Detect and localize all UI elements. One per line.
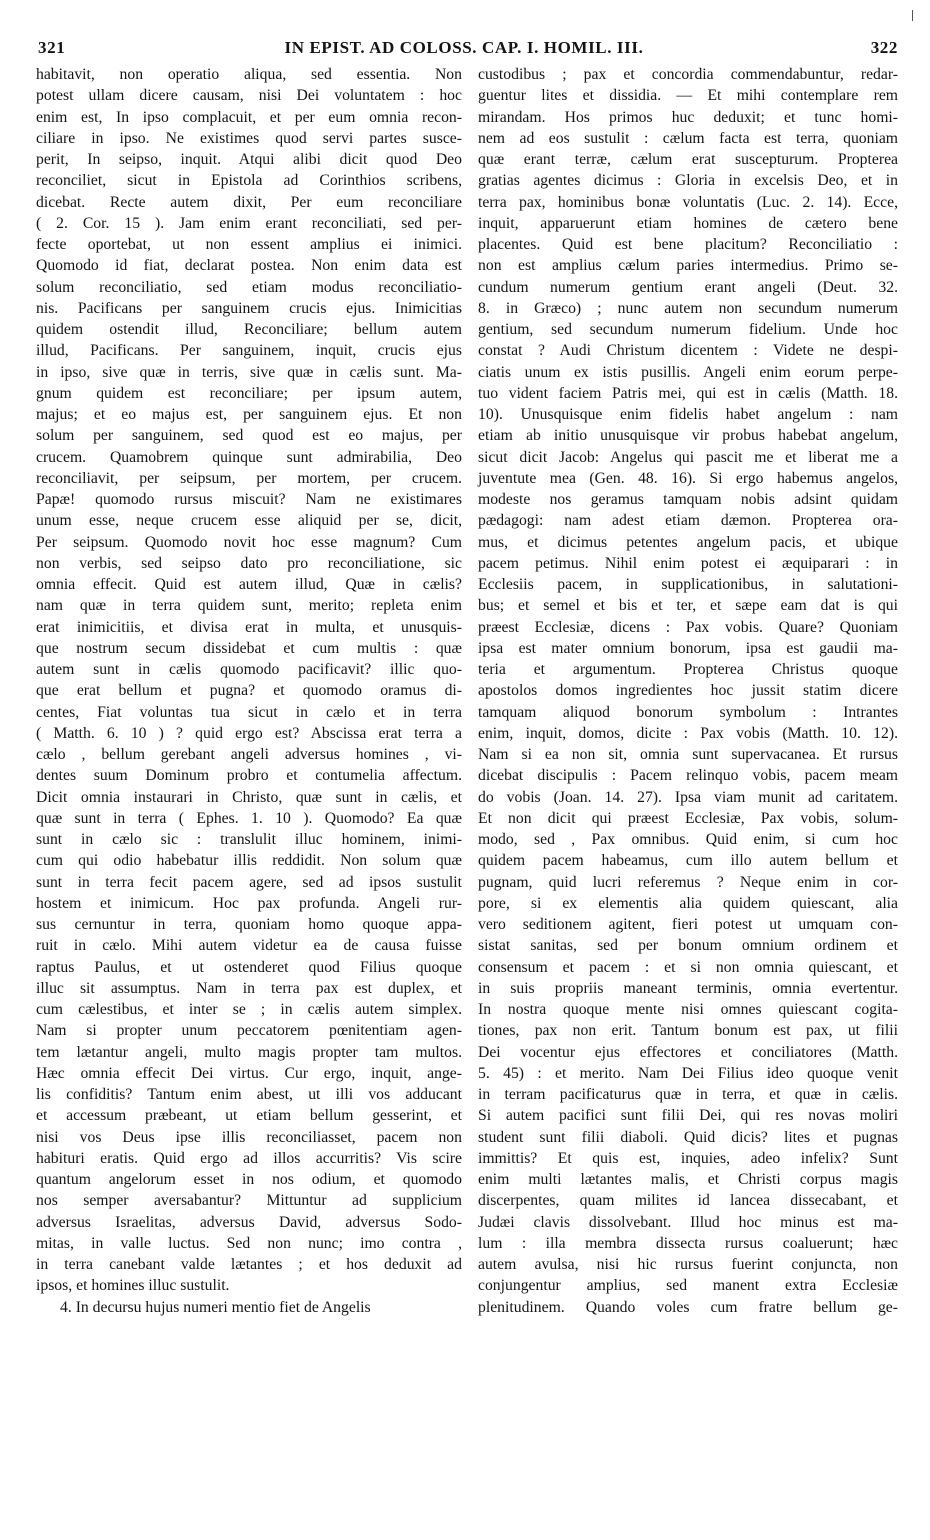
- text-line: mirandam. Hos primos huc deduxit; et tunc homi-: [478, 108, 898, 126]
- text-line: cælo , bellum gerebant angeli adversus homines , vi-: [36, 746, 462, 763]
- text-line: guentur lites et dissidia. — Et mihi contemplare rem: [478, 87, 898, 105]
- text-line: in terra canebant valde lætantes ; et hos deduxit ad: [36, 1256, 462, 1273]
- page-number-right: 322: [870, 38, 898, 57]
- text-line: bus; et semel et bis et ter, et sæpe eam dat is qui: [478, 597, 898, 615]
- text-line: adversus Israelitas, adversus David, adversus Sodo-: [36, 1213, 462, 1231]
- text-line: pacem petimus. Nihil enim potest ei æquiparari : in: [478, 554, 898, 572]
- text-line: non est amplius cælum paries intermedius. Primo se-: [478, 257, 898, 275]
- text-line: tuo vident faciem Patris mei, qui est in cælis (Matth. 18.: [478, 384, 898, 402]
- text-line: quantum angelorum esset in nos odium, et quomodo: [36, 1171, 462, 1188]
- text-line: tiones, pax non erit. Tantum bonum est pax, ut filii: [478, 1022, 898, 1040]
- text-line: vero seditionem agitent, fieri potest ut umquam con-: [478, 916, 898, 933]
- text-line: immittis? Et quis est, inquies, adeo infelix? Sunt: [478, 1149, 898, 1167]
- text-line: modo, sed , Pax omnibus. Quid enim, si cum hoc: [478, 831, 898, 848]
- text-line: 5. 45) : et merito. Nam Dei Filius ideo quoque venit: [478, 1064, 898, 1082]
- text-line: crucem. Quamobrem quinque sunt admirabilia, Deo: [36, 448, 462, 466]
- text-line: placentes. Quid est bene placitum? Reconciliatio :: [478, 236, 898, 253]
- text-line: gnum quidem est reconciliare; per ipsum autem,: [36, 384, 462, 402]
- text-line: sicut dicit Jacob: Angelus qui pascit me et liberat me a: [478, 448, 898, 466]
- text-line: sistat sanitas, sed per bonum omnium ordinem et: [478, 937, 898, 955]
- text-line: tamquam aliquod bonorum symbolum : Intrantes: [478, 703, 898, 721]
- text-line: In nostra quoque mente nisi omnes quiescant cogita-: [478, 1001, 898, 1018]
- text-line: 10). Unusquisque enim fidelis habet angelum : nam: [478, 406, 898, 423]
- text-line: hostem et inimicum. Hoc pax profunda. Angeli rur-: [36, 894, 462, 912]
- text-line: 8. in Græco) ; nunc autem non secundum numerum: [478, 299, 898, 317]
- text-line: Per seipsum. Quomodo novit hoc esse magnum? Cum: [36, 533, 462, 551]
- text-line: terra pax, hominibus bonæ voluntatis (Luc. 2. 14). Ecce,: [478, 193, 898, 211]
- text-line: consensum et pacem : et si non omnia quiescant, et: [478, 958, 898, 976]
- text-line: do vobis (Joan. 14. 27). Ipsa viam munit ad caritatem.: [478, 788, 898, 806]
- text-line: Dicit omnia instaurari in Christo, quæ sunt in cælis, et: [36, 788, 462, 806]
- text-line: non verbis, sed seipso dato pro reconciliatione, sic: [36, 554, 462, 572]
- text-line: Papæ! quomodo rursus miscuit? Nam ne existimares: [36, 491, 462, 508]
- text-line: et accessum præbeant, ut etiam bellum gesserint, et: [36, 1107, 462, 1125]
- text-line: lum : illa membra dissecta rursus coaluerunt; hæc: [478, 1234, 898, 1252]
- text-line: sus cernuntur in terra, quoniam homo quoque appa-: [36, 916, 462, 933]
- text-line: dicebat discipulis : Pacem relinquo vobis, pacem meam: [478, 767, 898, 785]
- text-line: nis. Pacificans per sanguinem crucis ejus. Inimicitias: [36, 299, 462, 317]
- text-line: pædagogi: nam adest etiam dæmon. Propterea ora-: [478, 512, 898, 530]
- text-line: quidem ostendit illud, Reconciliare; bellum autem: [36, 321, 462, 338]
- text-line: tem lætantur angeli, multo magis propter tam multos.: [36, 1043, 462, 1061]
- text-line: Si autem pacifici sunt filii Dei, qui res novas moliri: [478, 1107, 898, 1125]
- text-line: nisi vos Deus ipse illis reconciliasset, pacem non: [36, 1128, 462, 1146]
- text-line: autem avulsa, nisi hic rursus fuerint conjuncta, non: [478, 1256, 898, 1273]
- text-line: Ecclesiis pacem, in supplicationibus, in salutationi-: [478, 576, 898, 593]
- text-line: gentium, sed secundum numerum fidelium. Unde hoc: [478, 321, 898, 338]
- text-line: modeste nos geramus tamquam nobis adsint quidam: [478, 491, 898, 508]
- text-line: centes, Fiat voluntas tua sicut in cælo et in terra: [36, 703, 462, 721]
- text-line: erat inimicitiis, et divisa erat in multa, et unusquis-: [36, 618, 462, 636]
- text-line: perit, In seipso, inquit. Atqui alibi dicit quod Deo: [36, 151, 462, 168]
- text-line: ( 2. Cor. 15 ). Jam enim erant reconciliati, sed per-: [36, 214, 462, 232]
- text-line: cum qui odio habebatur illis reddidit. Non solum quæ: [36, 852, 462, 870]
- text-line: conjungentur amplius, sed manent extra Ecclesiæ: [478, 1277, 898, 1295]
- text-line: pore, si ex elementis alia quidem quiescant, alia: [478, 894, 898, 912]
- text-line: illuc sit assumptus. Nam in terra pax est duplex, et: [36, 979, 462, 997]
- margin-mark: [912, 10, 913, 21]
- text-line: reconciliet, sicut in Epistola ad Corinthios scribens,: [36, 172, 462, 190]
- text-line: plenitudinem. Quando voles cum fratre bellum ge-: [478, 1298, 898, 1316]
- text-line: quidem pacem habeamus, cum illo autem bellum et: [478, 852, 898, 870]
- text-line: Nam si ea non sit, omnia sunt supervacanea. Et rursus: [478, 746, 898, 763]
- running-title: IN EPIST. AD COLOSS. CAP. I. HOMIL. III.: [284, 38, 644, 57]
- text-line: ( Matth. 6. 10 ) ? quid ergo est? Abscissa erat terra a: [36, 724, 462, 742]
- text-line: solum reconciliatio, sed etiam modus reconciliatio-: [36, 278, 462, 296]
- text-line: dicebat. Recte autem dixit, Per eum reconciliare: [36, 193, 462, 211]
- text-line: enim multi lætantes malis, et Christi corpus magis: [478, 1171, 898, 1188]
- text-line: habituri eratis. Quid ergo ad illos accurritis? Vis scire: [36, 1149, 462, 1167]
- text-line: autem sunt in cælis quomodo pacificavit? illic quo-: [36, 661, 462, 678]
- page-number-left: 321: [38, 38, 66, 57]
- text-line: 4. In decursu hujus numeri mentio fiet de Angelis: [60, 1298, 371, 1316]
- text-line: que erat bellum et pugna? et quomodo oramus di-: [36, 682, 462, 700]
- text-line: teria et argumentum. Propterea Christus quoque: [478, 661, 898, 678]
- running-header: [30, 38, 898, 64]
- right-text-column: [478, 64, 898, 1318]
- text-line: ipsa est mater omnium bonorum, ipsa est gaudii ma-: [478, 639, 898, 657]
- text-line: fecte oportebat, ut non essent amplius ei inimici.: [36, 236, 462, 253]
- text-line: cum cælestibus, et inter se ; in cælis autem simplex.: [36, 1001, 462, 1018]
- text-line: ipsos, et homines illuc sustulit.: [36, 1277, 230, 1295]
- text-line: ruit in cælo. Mihi autem videtur ea de causa fuisse: [36, 937, 462, 955]
- text-line: juventute mea (Gen. 48. 16). Si ergo habemus angelos,: [478, 469, 898, 487]
- text-line: mitas, in valle luctus. Sed non nunc; imo contra ,: [36, 1234, 462, 1252]
- text-line: in suis propriis maneant terminis, omnia evertentur.: [478, 979, 898, 997]
- text-line: Et non dicit qui præest Ecclesiæ, Pax vobis, solum-: [478, 809, 898, 827]
- text-line: nem ad eos sustulit : cælum facta est terra, quoniam: [478, 129, 898, 147]
- text-line: Dei vocentur ejus effectores et conciliatores (Matth.: [478, 1043, 898, 1061]
- text-line: custodibus ; pax et concordia commendabuntur, redar-: [478, 66, 898, 83]
- text-line: enim, inquit, domos, dicite : Pax vobis (Matth. 10. 12).: [478, 724, 898, 742]
- text-line: discerpentes, quam milites id lancea dissecabant, et: [478, 1192, 898, 1210]
- text-line: nos semper aversabantur? Mittuntur ad supplicium: [36, 1192, 462, 1210]
- left-text-column: [36, 64, 462, 1318]
- text-line: sunt in terra fecit pacem agere, sed ad ipsos sustulit: [36, 873, 462, 891]
- text-line: majus; et eo majus est, per sanguinem ejus. Et non: [36, 406, 462, 423]
- text-line: nam quæ in terra quidem sunt, merito; repleta enim: [36, 597, 462, 615]
- text-line: student sunt filii diaboli. Quid dicis? lites et pugnas: [478, 1128, 898, 1146]
- text-line: inquit, apparuerunt etiam homines de cætero bene: [478, 214, 898, 232]
- text-line: Judæi clavis dissolvebant. Illud hoc minus est ma-: [478, 1213, 898, 1231]
- text-line: que nostrum secum dissidebat et cum multis : quæ: [36, 639, 462, 657]
- text-line: constat ? Audi Christum dicentem : Videte ne despi-: [478, 342, 898, 360]
- text-line: Hæc omnia effecit Dei virtus. Cur ergo, inquit, ange-: [36, 1064, 462, 1082]
- text-line: præest Ecclesiæ, dicens : Pax vobis. Quare? Quoniam: [478, 618, 898, 636]
- text-line: cundum numerum gentium erant angeli (Deut. 32.: [478, 278, 898, 296]
- text-line: quæ sunt in terra ( Ephes. 1. 10 ). Quomodo? Ea quæ: [36, 809, 462, 827]
- text-line: quæ erant terræ, cælum erat suscepturum. Propterea: [478, 151, 898, 168]
- text-line: illud, Pacificans. Per sanguinem, inquit, crucis ejus: [36, 342, 462, 360]
- text-line: enim est, In ipso complacuit, et per eum omnia recon-: [36, 108, 462, 126]
- text-line: gratias agentes dicimus : Gloria in excelsis Deo, et in: [478, 172, 898, 190]
- text-line: potest ullam dicere causam, nisi Dei voluntatem : hoc: [36, 87, 462, 105]
- text-line: lis confiditis? Tantum enim abest, ut illi vos adducant: [36, 1086, 462, 1103]
- text-line: ciliare in ipso. Ne existimes quod servi partes susce-: [36, 129, 462, 147]
- text-line: sunt in cælo sic : translulit illuc hominem, inimi-: [36, 831, 462, 848]
- text-line: in terram pacificaturus quæ in terra, et quæ in cælis.: [478, 1086, 898, 1103]
- text-line: unum esse, neque crucem esse aliquid per se, dicit,: [36, 512, 462, 530]
- text-line: reconciliavit, per seipsum, per mortem, per crucem.: [36, 469, 462, 487]
- text-line: Nam si propter unum peccatorem pœnitentiam agen-: [36, 1022, 462, 1040]
- text-line: apostolos domos ingredientes hoc jussit statim dicere: [478, 682, 898, 700]
- text-line: ciatis unum ex istis pusillis. Angeli enim eorum perpe-: [478, 363, 898, 381]
- text-line: omnia effecit. Quid est autem illud, Quæ in cælis?: [36, 576, 462, 593]
- text-line: pugnam, quid lucri referemus ? Neque enim in cor-: [478, 873, 898, 891]
- text-line: Quomodo id fiat, declarat postea. Non enim data est: [36, 257, 462, 275]
- text-line: in ipso, sive quæ in terris, sive quæ in cælis sunt. Ma-: [36, 363, 462, 381]
- text-line: habitavit, non operatio aliqua, sed essentia. Non: [36, 66, 462, 83]
- text-line: dentes suum Dominum probro et contumelia affectum.: [36, 767, 462, 785]
- text-line: mus, et dicimus petentes angelum pacis, et ubique: [478, 533, 898, 551]
- text-line: solum per sanguinem, sed quod est eo majus, per: [36, 427, 462, 445]
- text-line: etiam ab initio unusquisque vir probus habebat angelum,: [478, 427, 898, 445]
- text-line: raptus Paulus, et ut ostenderet quod Filius quoque: [36, 958, 462, 976]
